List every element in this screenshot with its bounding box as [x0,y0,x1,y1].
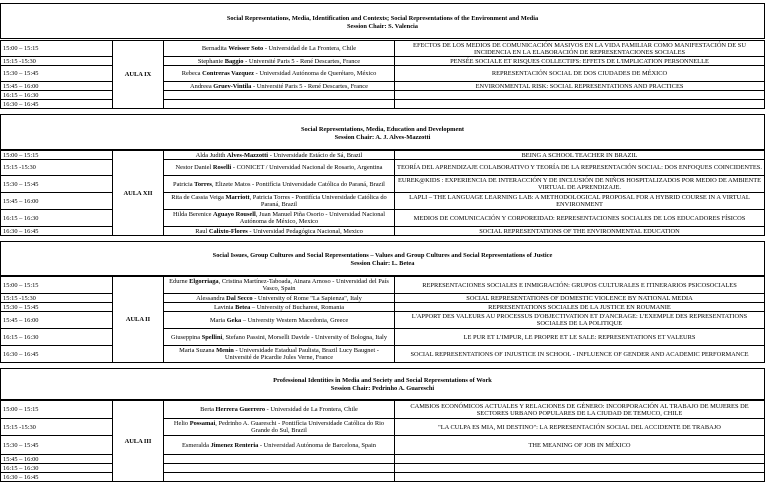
title-cell: SOCIAL REPRESENTATIONS OF INJUSTICE IN SCHOOL - INFLUENCE OF GENDER AND ACADEMIC PERFORMANCE [395,346,765,363]
author-cell: Berta Herrera Guerrero - Universidad de La Frontera, Chile [164,401,395,419]
title-cell: THE MEANING OF JOB IN MÉXICO [395,436,765,455]
author-cell: Patricia Torres, Elizete Matos - Pontifícia Universidade Católica do Paraná, Brazil [164,176,395,193]
time-cell: 15:30 – 15:45 [1,436,113,455]
room-cell: AULA XII [113,151,164,236]
author-cell: Andreea Gruev-Vintila - Université Paris 5 - René Descartes, France [164,82,395,91]
time-cell: 15:45 – 16:00 [1,82,113,91]
time-cell: 15:15 -15:30 [1,160,113,176]
time-cell: 15:45 – 16:00 [1,455,113,464]
author-cell: Alessandra Dal Secco - University of Rome "La Sapienza", Italy [164,294,395,303]
room-cell: AULA III [113,401,164,482]
title-cell: REPRESENTATIONS SOCIALES DE LA JUSTICE EN ROUMANIE [395,303,765,312]
time-cell: 15:45 – 16:00 [1,193,113,210]
time-cell: 15:00 – 15:15 [1,277,113,294]
time-cell: 16:30 – 16:45 [1,227,113,236]
author-cell [164,473,395,482]
time-cell: 16:30 – 16:45 [1,346,113,363]
title-cell: SOCIAL REPRESENTATIONS OF THE ENVIRONMENTAL EDUCATION [395,227,765,236]
session-chair: Session Chair: S. Valencia [346,23,419,30]
title-cell: LE PUR ET L'IMPUR, LE PROPRE ET LE SALE: REPRESENTATIONS ET VALEURS [395,329,765,346]
author-cell [164,100,395,109]
session-header [0,114,765,150]
author-cell [164,464,395,473]
time-cell: 15:45 – 16:00 [1,312,113,329]
time-cell: 15:00 – 15:15 [1,401,113,419]
time-cell: 16:15 – 16:30 [1,91,113,100]
session-chair: Session Chair: L. Betea [350,260,415,267]
time-cell: 16:15 – 16:30 [1,210,113,227]
author-cell: Rebeca Contreras Vazquez - Universidad Autónoma de Querétaro, México [164,66,395,82]
time-cell: 16:30 – 16:45 [1,473,113,482]
title-cell: L'APPORT DES VALEURS AU PROCESSUS D'OBJECTIVATION ET D'ANCRAGE: L'EXEMPLE DES REPRESENTATIONS SOCIALES DE LA POLITIQUE [395,312,765,329]
author-cell: Alda Judith Alves-Mazzotti - Universidade Estácio de Sá, Brazil [164,151,395,160]
author-cell [164,91,395,100]
author-cell: Giuseppina Spellini, Stefano Passini, Morselli Davide - University of Bologna, Italy [164,329,395,346]
author-cell [164,455,395,464]
author-cell: Edurne Elgorriaga, Cristina Martínez-Taboada, Ainara Arnoso - Universidad del País Vasco, Spain [164,277,395,294]
time-cell: 15:30 – 15:45 [1,66,113,82]
room-cell: AULA II [113,277,164,363]
title-cell [395,464,765,473]
time-cell: 15:15 -15:30 [1,419,113,436]
session-table [0,276,765,363]
session-title: Social Issues, Group Cultures and Social Representations – Values and Group Cultures and Social Representations of Justice [212,252,553,259]
title-cell: EUREK@KIDS : EXPERIENCIA DE INTERACCIÓN Y DE INCLUSIÓN DE NIÑOS HOSPITALIZADOS POR MEDIO DE AMBIENTE VIRTUAL DE APRENDIZAJE. [395,176,765,193]
time-cell: 15:00 – 15:15 [1,41,113,57]
title-cell [395,100,765,109]
time-cell: 15:30 – 15:45 [1,303,113,312]
author-cell: Raul Calixto-Flores - Universidad Pedagógica Nacional, Mexico [164,227,395,236]
author-cell: Helio Possamai, Pedrinho A. Guareschi - Pontifícia Universidade Católica do Rio Grande do Sul, Brazil [164,419,395,436]
session-title: Social Representations, Media, Identification and Contexts; Social Representations of the Environment and Media [226,15,539,22]
time-cell: 15:15 -15:30 [1,57,113,66]
session-chair: Session Chair: A. J. Alves-Mazzotti [334,134,431,141]
author-cell: Rita de Cassia Veiga Marriott, Patricia Torres - Pontifícia Universidade Católica do Paraná, Brazil [164,193,395,210]
title-cell: CAMBIOS ECONÓMICOS ACTUALES Y RELACIONES DE GÉNERO: INCORPORACIÓN AL TRABAJO DE MUJERES DE SECTORES URBANO POPULARES DE LA CIUDAD DE TEMUCO, CHILE [395,401,765,419]
session-table [0,40,765,109]
title-cell: LAPLI – THE LANGUAGE LEARNING LAB: A METHODOLOGICAL PROPOSAL FOR A HYBRID COURSE IN A VIRTUAL ENVIRONMENT [395,193,765,210]
table-row [1,401,765,419]
title-cell [395,455,765,464]
author-cell: Hilda Berenice Aguayo Rousell, Juan Manuel Piña Osorio - Universidad Nacional Autónoma de México, Mexico [164,210,395,227]
session-title: Social Representations, Media, Education and Development [300,126,465,133]
title-cell: REPRESENTACIONES SOCIALES E INMIGRACIÓN: GRUPOS CULTURALES E ITINERARIOS PSICOSOCIALES [395,277,765,294]
author-cell: Bernadita Weisser Soto - Universidad de La Frontera, Chile [164,41,395,57]
author-cell: Nestor Daniel Roselli - CONICET / Universidad Nacional de Rosario, Argentina [164,160,395,176]
title-cell: SOCIAL REPRESENTATIONS OF DOMESTIC VIOLENCE BY NATIONAL MEDIA [395,294,765,303]
session-chair: Session Chair: Pedrinho A. Guareschi [330,385,435,392]
title-cell: BEING A SCHOOL TEACHER IN BRAZIL [395,151,765,160]
session-header [0,368,765,400]
author-cell: Stephanie Baggio - Université Paris 5 - René Descartes, France [164,57,395,66]
session-title: Professional Identities in Media and Society and Social Representations of Work [273,377,492,384]
author-cell: Lavinia Betea – University of Bucharest, Romania [164,303,395,312]
table-row [1,151,765,160]
time-cell: 15:15 -15:30 [1,294,113,303]
title-cell: REPRESENTACIÓN SOCIAL DE DOS CIUDADES DE MÉXICO [395,66,765,82]
title-cell: TEORÍA DEL APRENDIZAJE COLABORATIVO Y TEORÍA DE LA REPRESENTACIÓN SOCIAL: DOS ENFOQUES COINCIDENTES. [395,160,765,176]
title-cell: PENSÉE SOCIALE ET RISQUES COLLECTIFS: EFFETS DE L'IMPLICATION PERSONNELLE [395,57,765,66]
title-cell [395,473,765,482]
session-header [0,3,765,39]
table-row [1,277,765,294]
time-cell: 16:15 – 16:30 [1,329,113,346]
time-cell: 16:15 – 16:30 [1,464,113,473]
time-cell: 16:30 – 16:45 [1,100,113,109]
title-cell: EFECTOS DE LOS MEDIOS DE COMUNICACIÓN MASIVOS EN LA VIDA FAMILIAR COMO MANIFESTACIÓN DE SU INCIDENCIA EN LA ELABORACIÓN DE REPRESENTACIONES SOCIALES [395,41,765,57]
table-row [1,41,765,57]
session-table [0,150,765,236]
author-cell: Esmeralda Jimenez Renteria - Universidad Autónoma de Barcelona, Spain [164,436,395,455]
author-cell: Maria Suzana Menin - Universidade Estadual Paulista, Brazil Lucy Baugnet - Université de Picardie Jules Verne, France [164,346,395,363]
author-cell: Maria Geka – University Western Macedonia, Greece [164,312,395,329]
room-cell: AULA IX [113,41,164,109]
title-cell: MEDIOS DE COMUNICACIÓN Y CORPOREIDAD: REPRESENTACIONES SOCIALES DE LOS EDUCADORES FÍSICOS [395,210,765,227]
time-cell: 15:00 – 15:15 [1,151,113,160]
title-cell [395,91,765,100]
session-header [0,241,765,276]
title-cell: "LA CULPA ES MIA, MI DESTINO": LA REPRESENTACIÓN SOCIAL DEL ACCIDENTE DE TRABAJO [395,419,765,436]
time-cell: 15:30 – 15:45 [1,176,113,193]
title-cell: ENVIRONMENTAL RISK: SOCIAL REPRESENTATIONS AND PRACTICES [395,82,765,91]
session-table [0,400,765,482]
